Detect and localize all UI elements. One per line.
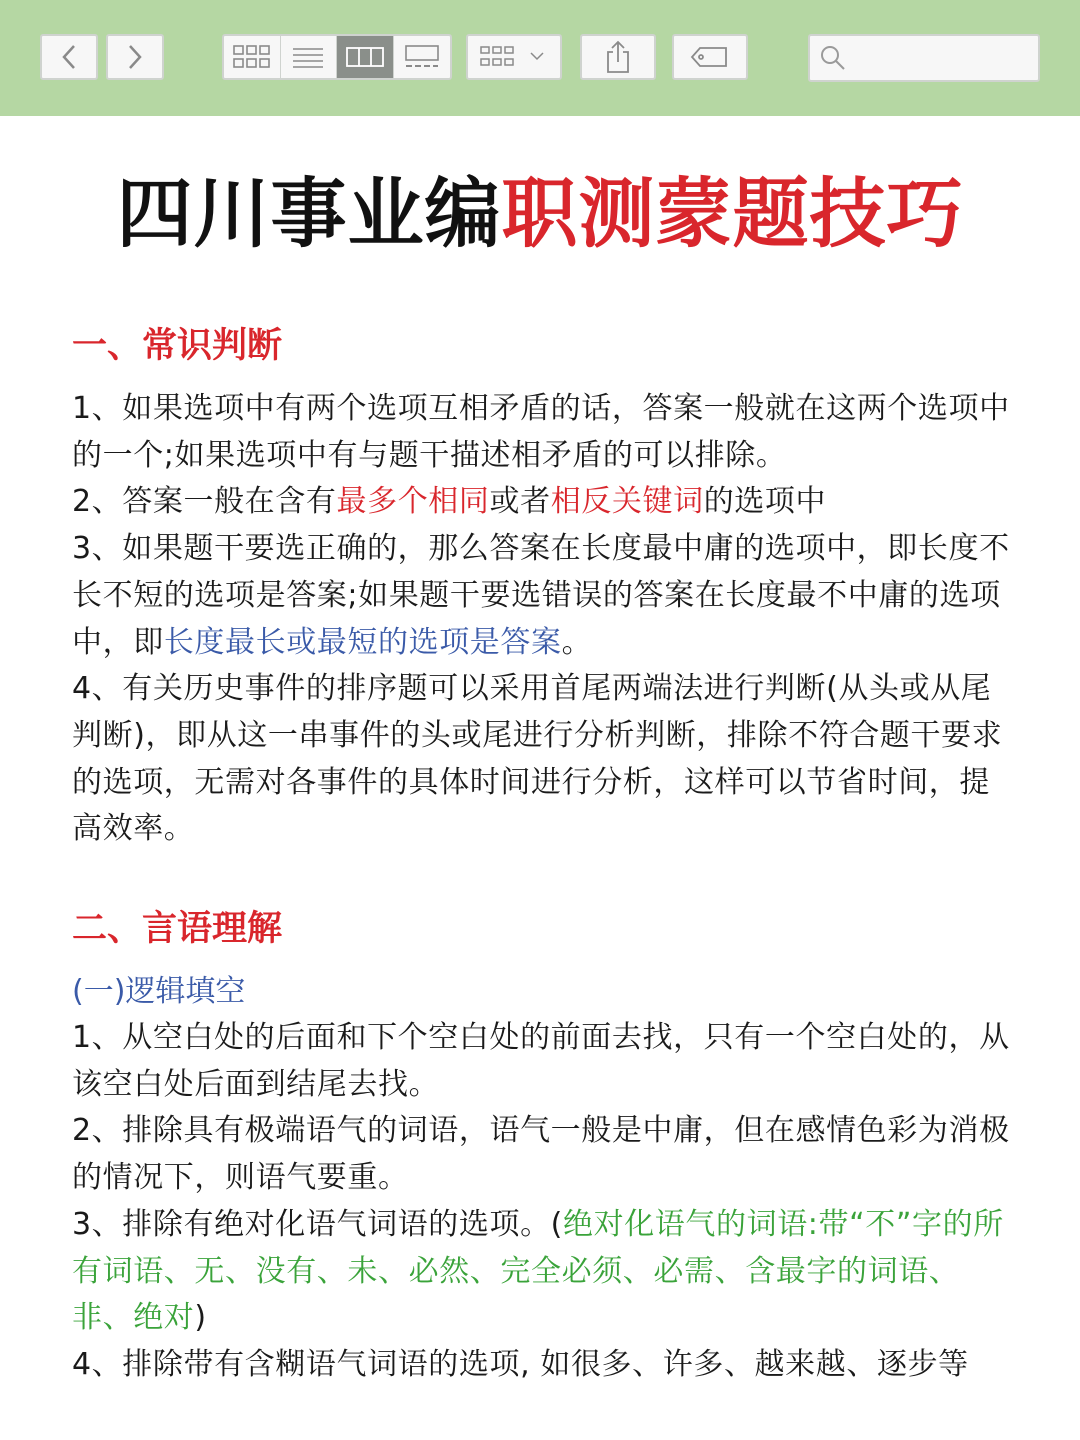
article-body [72,316,1016,1389]
chevron-left-icon [59,43,79,71]
tag-button[interactable] [672,34,748,80]
list-item [72,479,1016,526]
list-item-text: 2、排除具有极端语气的词语，语气一般是中庸，但在感情色彩为消极的情况下，则语气要重。 [72,1113,1010,1196]
list-item-text: 3、如果题干要选正确的，那么答案在长度最中庸的选项中，即长度不长不短的选项是答案;如果题干要选错误的答案在长度最不中庸的选项中，即 [72,531,1010,660]
search-icon [820,45,846,71]
tag-icon [690,45,730,69]
share-icon [604,40,632,74]
list-item-text: 的选项中 [703,484,827,520]
list-item-text: 4、排除带有含糊语气词语的选项, 如很多、许多、越来越、逐步等 [72,1346,969,1382]
highlight-green: 绝对化语气的词语:带“不”字的所有词语、无、没有、未、必然、完全必须、必需、含最字的词语、非、绝对 [72,1206,1004,1336]
title-part-black: 四川事业编 [116,169,502,258]
list-item-text: 4、有关历史事件的排序题可以采用首尾两端法进行判断(从头或从尾判断)，即从这一串事件的头或尾进行分析判断，排除不符合题干要求的选项，无需对各事件的具体时间进行分析，这样可以节省时间，提高效率。 [72,671,1003,847]
section-heading-verbal: 二、言语理解 [72,909,283,950]
title-part-red: 职测蒙题技巧 [501,169,964,258]
column-view-button[interactable] [337,36,394,78]
list-item [72,666,1016,853]
chevron-right-icon [125,43,145,71]
search-field[interactable] [808,34,1040,82]
list-view-button[interactable] [281,36,338,78]
list-item-text: 或者 [489,484,551,520]
list-item [72,1202,1016,1342]
grid-view-icon [232,44,272,70]
gallery-view-icon [403,44,441,70]
list-item-text: ) [194,1300,207,1336]
group-by-button[interactable] [466,34,562,80]
list-view-icon [291,45,325,69]
list-item [72,386,1016,479]
back-button[interactable] [40,34,98,80]
gallery-view-button[interactable] [394,36,450,78]
column-view-icon [345,46,385,68]
list-item-text: 3、排除有绝对化语气词语的选项。( [72,1206,563,1242]
section-heading-common-sense: 一、常识判断 [72,326,283,366]
highlight-blue: 长度最长或最短的选项是答案 [163,624,562,660]
subsection-heading: (一)逻辑填空 [72,974,246,1010]
toolbar [0,0,1080,116]
search-input[interactable] [854,48,1038,69]
group-by-icon [479,44,549,70]
highlight-red: 相反关键词 [550,484,704,520]
list-item [72,1108,1016,1201]
page-title [0,166,1080,262]
forward-button[interactable] [106,34,164,80]
list-item-text: 1、从空白处的后面和下个空白处的前面去找，只有一个空白处的，从该空白处后面到结尾去找。 [72,1020,1010,1102]
list-item-text: 1、如果选项中有两个选项互相矛盾的话，答案一般就在这两个选项中的一个;如果选项中有与题干描述相矛盾的可以排除。 [72,391,1010,473]
list-item [72,526,1016,666]
list-item [72,1015,1016,1108]
view-switcher [222,34,452,80]
list-item [72,1342,1016,1389]
share-button[interactable] [580,34,656,80]
grid-view-button[interactable] [224,36,281,78]
highlight-red: 最多个相同 [336,484,490,520]
list-item-text: 。 [561,624,593,660]
list-item-text: 2、答案一般在含有 [72,484,337,520]
